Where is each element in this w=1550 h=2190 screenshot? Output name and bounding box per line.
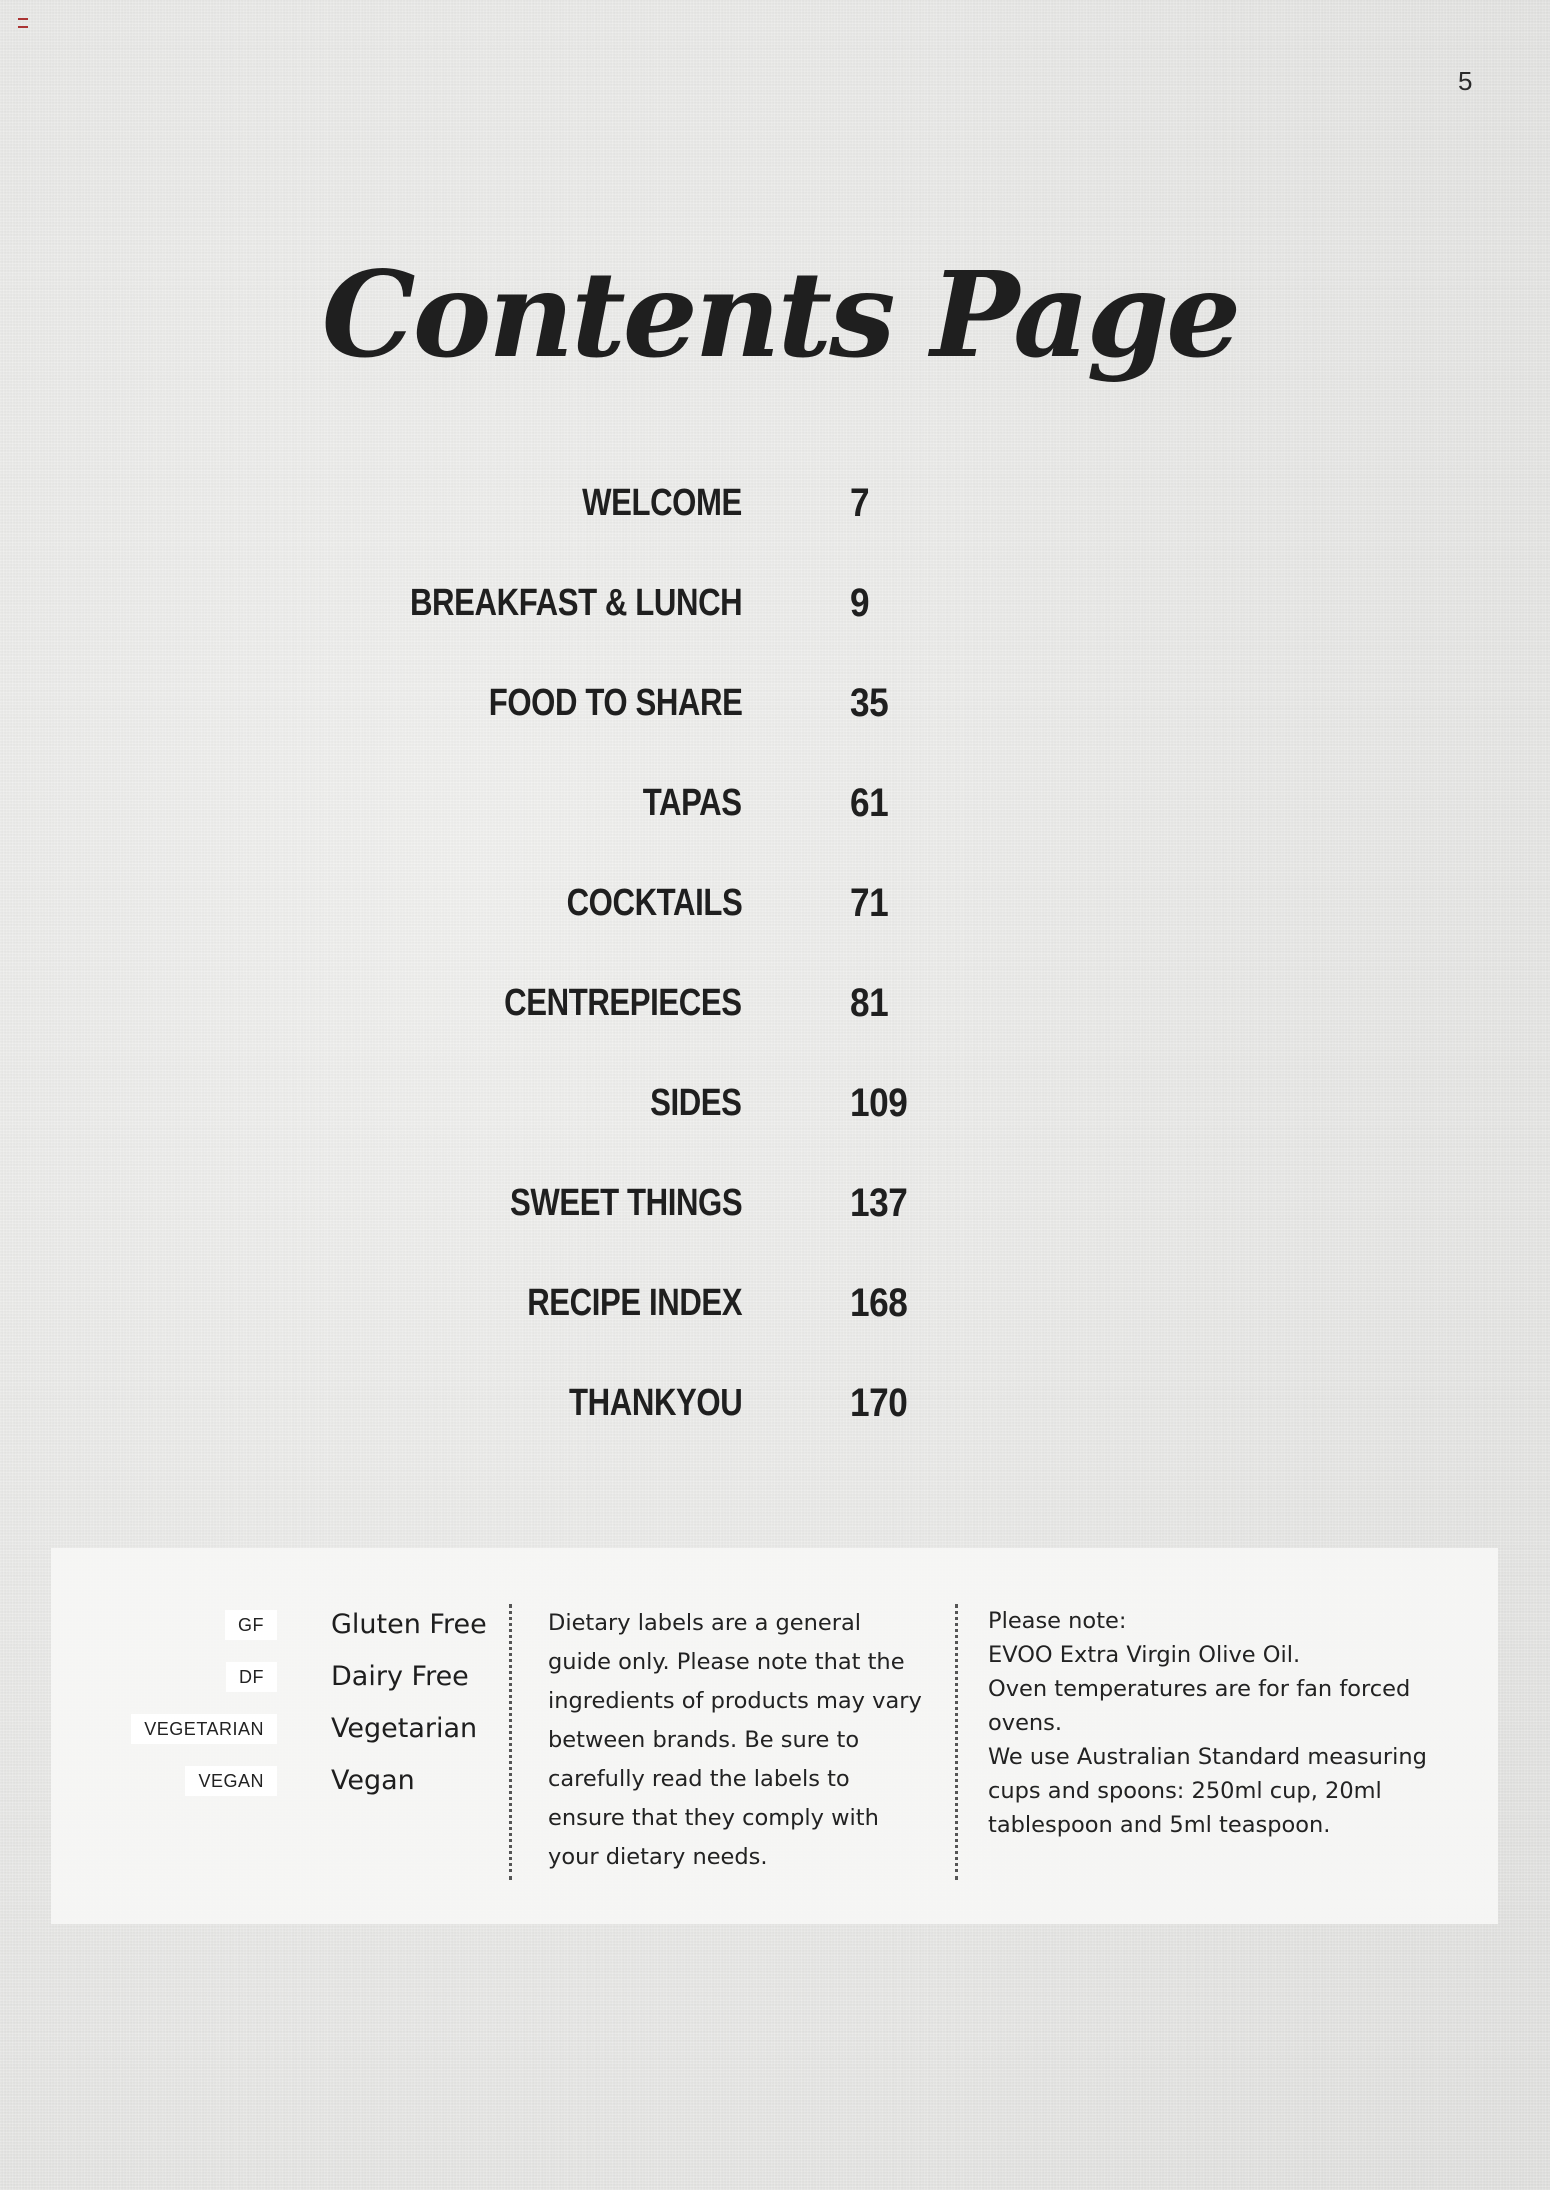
dietary-badge: VEGAN [185, 1766, 277, 1796]
toc-page-number: 137 [850, 1181, 908, 1225]
toc-entry-welcome[interactable] [0, 472, 1550, 572]
toc-page-number: 109 [850, 1081, 908, 1125]
notes-line: Oven temperatures are for fan forced ovens. [988, 1676, 1411, 1736]
toc-label: COCKTAILS [566, 882, 742, 924]
dietary-label: Dairy Free [331, 1661, 469, 1692]
legend-item [107, 1760, 507, 1812]
dietary-label: Gluten Free [331, 1609, 487, 1640]
toc-entry-sides[interactable] [0, 1072, 1550, 1172]
toc-page-number: 61 [850, 781, 889, 825]
legend-item [107, 1656, 507, 1708]
toc-entry-tapas[interactable] [0, 772, 1550, 872]
dietary-legend [107, 1604, 507, 1812]
cooking-notes [988, 1604, 1468, 1842]
toc-page-number: 35 [850, 681, 889, 725]
toc-label: THANKYOU [568, 1382, 742, 1424]
toc-page-number: 71 [850, 881, 889, 925]
notes-heading: Please note: [988, 1608, 1127, 1634]
toc-entry-sweet-things[interactable] [0, 1172, 1550, 1272]
toc-label: CENTREPIECES [504, 982, 742, 1024]
page-title: Contents Page [321, 245, 1239, 384]
toc-label: TAPAS [643, 782, 742, 824]
dotted-divider [509, 1604, 512, 1880]
toc-label: RECIPE INDEX [527, 1282, 742, 1324]
toc-page-number: 81 [850, 981, 889, 1025]
toc-label: BREAKFAST & LUNCH [409, 582, 742, 624]
dietary-label: Vegan [331, 1765, 415, 1796]
dietary-badge: VEGETARIAN [131, 1714, 277, 1744]
toc-label: FOOD TO SHARE [488, 682, 742, 724]
dietary-badge: DF [226, 1662, 277, 1692]
toc-page-number: 168 [850, 1281, 908, 1325]
toc-label: WELCOME [582, 482, 742, 524]
toc-page-number: 9 [850, 581, 870, 625]
toc-page-number: 7 [850, 481, 870, 525]
toc-entry-centrepieces[interactable] [0, 972, 1550, 1072]
info-panel [51, 1548, 1498, 1924]
toc-entry-breakfast-lunch[interactable] [0, 572, 1550, 672]
toc-entry-recipe-index[interactable] [0, 1272, 1550, 1372]
table-of-contents [0, 472, 1550, 1472]
toc-entry-cocktails[interactable] [0, 872, 1550, 972]
dotted-divider [955, 1604, 958, 1880]
legend-item [107, 1604, 507, 1656]
dietary-badge: GF [225, 1610, 277, 1640]
toc-entry-food-to-share[interactable] [0, 672, 1550, 772]
toc-page-number: 170 [850, 1381, 908, 1425]
notes-line: EVOO Extra Virgin Olive Oil. [988, 1642, 1301, 1668]
legend-item [107, 1708, 507, 1760]
notes-line: We use Australian Standard measuring cups and spoons: 250ml cup, 20ml tablespoon and 5ml teaspoon. [988, 1744, 1427, 1838]
dietary-label: Vegetarian [331, 1713, 478, 1744]
toc-label: SIDES [650, 1082, 742, 1124]
page-number: 5 [1458, 66, 1473, 96]
dietary-disclaimer: Dietary labels are a general guide only. Please note that the ingredients of products may vary between brands. Be sure to carefully read the labels to ensure that they comply with your dietary needs. [548, 1610, 922, 1870]
toc-label: SWEET THINGS [509, 1182, 742, 1224]
corner-mark [18, 18, 28, 28]
toc-entry-thankyou[interactable] [0, 1372, 1550, 1472]
